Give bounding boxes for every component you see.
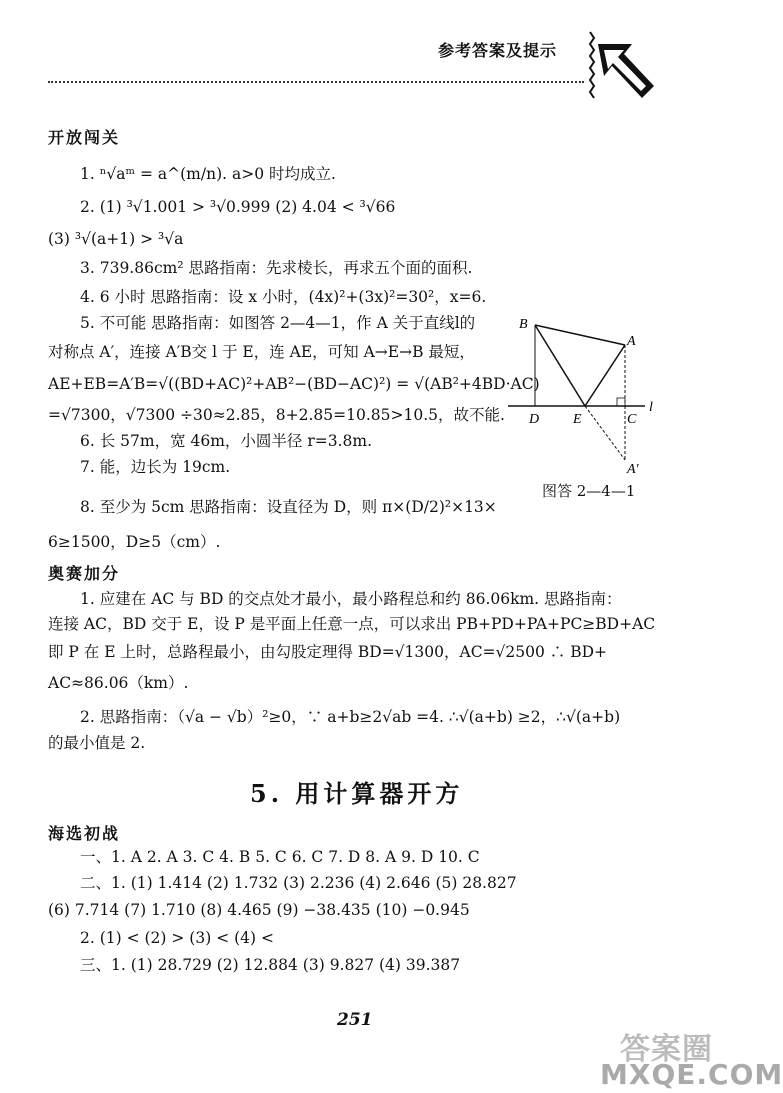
answer-line: 5. 不可能 思路指南：如图答 2—4—1，作 A 关于直线l的	[80, 314, 476, 332]
answer-line: 6≥1500，D≥5（cm）.	[48, 533, 221, 551]
answer-line: 对称点 A′，连接 A′B交 l 于 E，连 AE，可知 A→E→B 最短，	[48, 343, 475, 361]
header-title: 参考答案及提示	[438, 41, 558, 60]
page-number: 251	[337, 1010, 373, 1030]
answer-line: 连接 AC，BD 交于 E，设 P 是平面上任意一点，可以求出 PB+PD+PA+PC≥BD+AC	[48, 615, 656, 633]
arrow-icon	[584, 30, 664, 110]
answer-line: 2. (1) ³√1.001 > ³√0.999 (2) 4.04 < ³√66	[80, 198, 396, 216]
watermark-url: MXQE.COM	[600, 1058, 783, 1091]
answer-line: 4. 6 小时 思路指南：设 x 小时，(4x)²+(3x)²=30²，x=6.	[80, 288, 487, 306]
header-divider	[48, 81, 584, 83]
section-heading-haixuan: 海选初战	[48, 824, 121, 843]
fig-label-D: D	[529, 412, 540, 427]
answer-line: 1. 应建在 AC 与 BD 的交点处才最小，最小路程总和约 86.06km. 思路指南：	[80, 590, 622, 608]
fig-label-C: C	[627, 412, 637, 427]
fig-label-B: B	[519, 317, 528, 332]
answer-line: 二、1. (1) 1.414 (2) 1.732 (3) 2.236 (4) 2.646 (5) 28.827	[80, 874, 517, 892]
answer-line: 一、1. A 2. A 3. C 4. B 5. C 6. C 7. D 8. A 9. D 10. C	[80, 848, 480, 866]
fig-label-A-prime: A′	[627, 462, 639, 477]
answer-line: 3. 739.86cm² 思路指南：先求棱长，再求五个面的面积.	[80, 259, 473, 277]
answer-line: AE+EB=A′B=√((BD+AC)²+AB²−(BD−AC)²) = √(AB²+4BD·AC)	[48, 375, 540, 393]
answer-line: 7. 能，边长为 19cm.	[80, 458, 231, 476]
fig-label-A: A	[627, 334, 636, 349]
answer-line: (6) 7.714 (7) 1.710 (8) 4.465 (9) −38.435 (10) −0.945	[48, 901, 470, 919]
chapter-title: 5. 用计算器开方	[250, 779, 464, 808]
answer-line: 2. 思路指南：（√a − √b）²≥0，∵ a+b≥2√ab =4. ∴√(a+b) ≥2，∴√(a+b)	[80, 708, 621, 726]
geometry-figure	[505, 310, 665, 475]
section-heading-kaifang: 开放闯关	[48, 128, 121, 147]
answer-line: 即 P 在 E 上时，总路程最小，由勾股定理得 BD=√1300，AC=√2500 ∴ BD+	[48, 643, 608, 661]
answer-line: (3) ³√(a+1) > ³√a	[48, 230, 184, 248]
section-heading-aosai: 奥赛加分	[48, 564, 121, 583]
answer-line: 1. ⁿ√aᵐ = a^(m/n). a>0 时均成立.	[80, 165, 336, 183]
answer-line: 2. (1) < (2) > (3) < (4) <	[80, 929, 274, 947]
fig-label-E: E	[573, 412, 582, 427]
answer-line: 8. 至少为 5cm 思路指南：设直径为 D，则 π×(D/2)²×13×	[80, 498, 497, 516]
fig-label-l: l	[649, 400, 653, 415]
answer-line: AC≈86.06（km）.	[48, 674, 189, 692]
answer-line: 6. 长 57m，宽 46m，小圆半径 r=3.8m.	[80, 432, 373, 450]
answer-line: =√7300，√7300 ÷30≈2.85，8+2.85=10.85>10.5，故不能.	[48, 406, 505, 424]
figure-caption: 图答 2—4—1	[542, 482, 636, 500]
answer-line: 三、1. (1) 28.729 (2) 12.884 (3) 9.827 (4) 39.387	[80, 956, 461, 974]
watermark-logo: 答案圈	[620, 1032, 713, 1067]
answer-line: 的最小值是 2.	[48, 734, 146, 752]
